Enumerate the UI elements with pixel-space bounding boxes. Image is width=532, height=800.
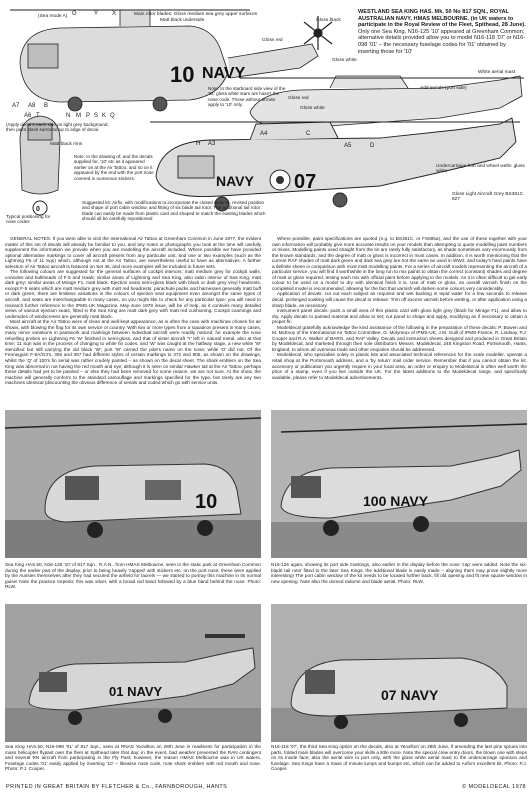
label-main-rotor: Main rotor blades: Gloss medium sea grey upper surfaces — [134, 12, 258, 17]
photo-code: 01 NAVY — [109, 684, 163, 699]
label-white-aerial-mast: White aerial mast — [478, 70, 516, 75]
decal-letter-k: K — [102, 113, 107, 119]
label-gloss-black: Gloss black — [316, 18, 341, 23]
label-gloss-white: Gloss white — [332, 58, 357, 63]
svg-text:0: 0 — [36, 206, 40, 213]
paragraph: Instrument panel decals: paint a small area of thin plastic card with gloss light grey (black for Mirage F1), and allow to dry. Apply decals to painted material and allow to set; cut panel to shape and apply, modifying as if necessary to obtain a proper fit. — [272, 308, 527, 325]
note-nose-stickers: Note: In the drawing of, and the decals supplied for, '10' etc as it appeared earlier on at the Air Tattoo, and so on it appeared by the end with the port nose covered in numerous stickers. — [74, 154, 154, 181]
photo-sea-king-10-starboard — [5, 410, 261, 558]
paragraph: Modeldecal gratefully acknowledge the kind assistance of the following in the preparation of these decals: P. Bowen and M. McEvoy of the International Air Tattoo Committee, G. Molyneux of IPMS-UK, J.M. Guill of IPMS-France, R. Lindsay, P.J. Cooper and R.A. Walker of BARG, and RAF Valley. Decals and instruction sheets designed and produced in Great Britain by Modeldecal, and marketed through their sole distributors Messrs. Modeldecal, 248 Kingston Road, Portsmouth, Hants, England, to whom all overseas trade and other enquiries should be addressed. — [272, 324, 527, 352]
decal-letter-x: X — [112, 11, 117, 17]
decal-letter-a3: A3 — [208, 141, 216, 147]
decal-letter-a6: A6 — [24, 113, 32, 119]
decal-letter-b: B — [44, 103, 49, 109]
paragraph: Where possible, paint specifications are quoted (e.g. to BS381C, or FS595a), and the use of these together with your own information will probably give more accurate results on your models than attempting to quote modelling paint numbers or mixes. Modelling paints used straight from the tin are rarely fully satisfactory, as shade sometimes vary enormously from the known standards, and the degree of matt or gloss is incorrect in most cases. In addition, it is worth mentioning that the current RAF shades of matt dark green and dark sea grey are not the same as used in WW2, and today's hard paints have a definite sheen in comparison with most matt modelling paints. For a series of aircraft models representing the aircraft of a particular service, you will find it worthwhile in the long run to mix paints to obtain the correct (constant) shades and degree of matt or gloss required, testing each mix with official paint before applying to the models. As it is often difficult to get early colour to be used on a model to dry with identical finish it is. Use of matt or gloss, an overall varnish finish on the completed model is recommended, allowing for the fact that varnish will darken some colours very considerably. — [272, 236, 527, 291]
decal-letter-q: Q — [110, 113, 115, 119]
label-gloss-red: Gloss red — [262, 38, 283, 43]
decal-letter-m: M — [76, 113, 81, 119]
label-gloss-light-grey: Gloss Light Aircraft Grey BS381C 627 — [452, 192, 524, 203]
drawing-code-10: 10 — [170, 62, 195, 87]
decal-letter-s: S — [94, 113, 99, 119]
decal-letter-t: T — [36, 113, 40, 119]
decal-letter-a7: A7 — [12, 103, 20, 109]
photo-code: 07 NAVY — [381, 687, 439, 703]
decal-letter-n: N — [66, 113, 71, 119]
caption-photo-1: Sea King HAS.50, N16-125 '10' of 817 Sqn., R.A.N., from HMAS Melbourne, seen in the static park at Greenham Common during the earlier part of the display, prior to being heavily 'zapped' with stickers etc. on the port nose; these were applied by the Aussies themselves after they had secured the airfield for laurels — we started to portray this machine in its normal guise! Note the practice torpedo; this was silver, with a broad red band followed by a blue band behind the nose. Photo: RLW. — [5, 562, 261, 590]
decal-letter-g: G — [72, 11, 77, 17]
drawing-navy-large: NAVY — [216, 173, 254, 189]
paragraph: Modeldecal, who specialise solely in plastic kits and associated technical references for the scale modeller, operate a retail shop at the Portsmouth address, and a 'by return' mail order service. Remember that if you cannot obtain the kit, accessory or publication you urgently require in your local area, an order or enquiry to Modeldecal is often well worth the price of a stamp, even if you live outside the UK. For the latest additions to the Modeldecal range, and specifically available, please refer to Modeldecal advertisements. — [272, 352, 527, 380]
caption-photo-4: N16-118 '07', the third Sea King option on the decals, also at Yeovilton on 28th June, if amending the last pinn sprues into parts, folded main blades will overcome your skills a little more. Note the special crew entry doors, the blown one with steps on its inside face; also the aerial wire to port only, with the gloss white aerial mast to the undercarriage sponson and fuselage. Sea Kings have a mass of minute lumps and bumps etc, which can be added to Airfix's excellent kit. Photo: P.J. Cooper. — [271, 744, 527, 772]
label-typical-positioning: Typical positioning for nose codes — [6, 214, 51, 225]
decal-letter-a4: A4 — [260, 131, 268, 137]
label-matt-black-rims: Matt black rims — [50, 142, 83, 147]
drawing-title: WESTLAND SEA KING HAS. Mk. 50 No 817 SQN., ROYAL AUSTRALIAN NAVY, HMAS MELBOURNE. (in UK waters to participate in the Royal Review of the Fleet, Spithead, 28 June). Only one Sea King, N16-125 '10' appeared at Greenham Common; alternative details provided allow you to model N16-118 '07' or N16-098 '01' – the necessary fuselage codes for '01' obtained by inserting those for '10' — [358, 9, 526, 55]
printer-credit: PRINTED IN GREAT BRITAIN BY FLETCHER & Co., FARNBOROUGH, HANTS — [6, 784, 228, 790]
label-gloss-white-2: Gloss white — [300, 106, 325, 111]
label-sea-mode: (Sea mode A) — [38, 14, 68, 19]
paint-notes-column — [272, 236, 527, 380]
decal-letter-d: D — [370, 143, 375, 149]
paragraph: Application of decals: cut out each subject as required and wet backing in tepid water for a few seconds to release decal, prolonged soaking will cause the decal to release. Trim off excess varnish before wetting, or after application using a sharp blade, as necessary. — [272, 291, 527, 308]
label-matt-black-underside: Matt black underside — [160, 18, 205, 23]
paragraph: The following colours are suggested for the general surfaces of cockpit interiors: matt medium grey for cockpit walls, consoles and bulkheads of F-5 and Hawk; similar areas of Lightning and Sea King, also cabin interior of Sea King, matt dark grey; similar areas of Mirage F1, matt black. Ejection seats semi-gloss black with black or dark grey vinyl headrests, except F-5 seats which are matt medium grey with matt red headrests; parachute packs and harnesses generally matt buff or dark green; there are limitless variations in the colours of ejection seat equipment even amongst the same types of aircraft, and seats are interchangeable in many cases, so you might like to check for any particular type; you will need to research further reference to the IPMS-UK Magazine, May-June 1978 issue, will be of help, as it contains many detailed views of various ejection seats, fitted in the Sea King are matt dark grey with matt red cushioning. Cockpit coamings and undersides of windscreens are generally matt black. — [5, 269, 261, 319]
note-suggested-kit: Suggested kit: Airfix, with modifications to incorporate the closed radome, revised position and shape of port cabin window, and fitting of six blade tail rotor. The additional tail rotor blade can easily be made from plastic card and shaped to match the existing blades which should all be carefully repositioned — [82, 200, 266, 222]
general-notes-column — [5, 236, 261, 386]
footer — [6, 784, 526, 794]
drawing-navy: NAVY — [202, 65, 246, 82]
decal-letter-p: P — [86, 113, 91, 119]
paragraph: Most aircraft at the Air Tattoo were of clean and well-kept appearance, as is often the case with machines chosen for air shows, with blowing the flag for its own service or country. With two or more types from a squadron present in many cases, many minor variations in paintwork and markings between individual aircraft were readily noticed; for example the nose refuelling probes on Lightning F6 'W' finished in semi-gloss, and that of sister aircraft 'Y' left in natural metal, also at that time; 11 Sqn was in the process of changing to white fin codes, and 'W' was caught at the halfway stage, a new white 'W' stencilled but still carrying the old black 'W'; port 'W' carried the pilot's name on the nose; while 'O' did not. Of the Fennegyan F-5A/G3's, 356 and 357 had different styles of certain markings to 372 and 805, as shown on the drawings, whilst the 'Q' of 100's fin serial was rather crudely painted – as shown on the decal sheet. The shark emblem on the Sea King was abnormal in not having the red mouth and eye; although it is seen on similar Hawker tail at the Air Tattoo, perhaps these details had yet to be painted – or else they had been removed for some reason, we are not sure. At the show, the machine will generally conform to the standard camouflage and markings specified for the type, but rarely are any two machines identical (discounting the obvious difference of serials and coded which go with service units. — [5, 319, 261, 386]
caption-photo-2: N16-125 again, showing its port side markings, also earlier in the display before the nose 'zap' were added. Note the six-blade tail rotor fitted to the later Sea Kings; the additional blade is easily made – aligning them may prove slightly more interesting! The port cabin window of the kit needs to be located further back, fill old opening and fit new square window in new opening. Note also the domed radome and blade aerial. Photo: RLW. — [271, 562, 527, 584]
photo-sea-king-07 — [271, 604, 527, 742]
label-add-serials: Add serials (port side) — [420, 86, 467, 91]
label-undercarriage: Undercarriage hub and wheel wells: gloss white — [436, 164, 525, 175]
caption-photo-3: Sea King HAS.50, N16-098 '01' of 817 Sqn., seen at RNAS Yeovilton on 28th June in readiness for participation in the mass helicopter flypast over the fleet at Spithead later that day; in the event, bad weather prevented the RAN contingent and several RN aircraft from participating in the Fly Past; however, the reason HMAS Melbourne was in UK waters. Fuselage codes '01' easily applied by inverting '10' – likewise nose code, note shark emblem with red mouth and nose. Photo: P.J. Cooper. — [5, 744, 261, 772]
label-apply-decal: (Apply decal L each side on light grey background, then paint black surround up to edge of decal. — [6, 122, 109, 133]
note-stars: Note: In the starboard side view of the '01' gloss white stars are hasn't the nose code. Those without arrows apply to '10' only. — [208, 86, 286, 108]
photo-code: 100 NAVY — [363, 493, 429, 509]
copyright: © MODELDECAL 1978 — [462, 784, 526, 790]
photo-sea-king-01 — [5, 604, 261, 742]
decal-letter-a5: A5 — [344, 143, 352, 149]
photo-code: 10 — [195, 491, 218, 513]
decal-letter-y: Y — [94, 11, 99, 17]
decal-letter-a8: A8 — [28, 103, 36, 109]
paragraph: GENERAL NOTES: If you were able to visit the International Air Tattoo at Greenham Common in June 1977, the evident matter of this set of decals will already be familiar to you, and any notes or photographs you took at the time will usefully supplement the information we provide when you are modelling the aircraft included. Where possible we have provided optional alternative markings to cover all aircraft present from any particular unit, and one or two examples (such as the Lightning F6 of 11 Sqn) which, although not at the Air Tattoo, are nevertheless useful to have as alternatives. A further selection of Air Tattoo aircraft is featured on Set 46, and more examples will be included in future sets. — [5, 236, 261, 269]
photo-sea-king-10-port — [271, 410, 527, 558]
drawing-code-07: 07 — [294, 171, 317, 193]
label-gloss-red-2: Gloss red — [288, 96, 309, 101]
decal-letter-h: H — [196, 141, 201, 147]
decal-letter-c: C — [306, 131, 311, 137]
